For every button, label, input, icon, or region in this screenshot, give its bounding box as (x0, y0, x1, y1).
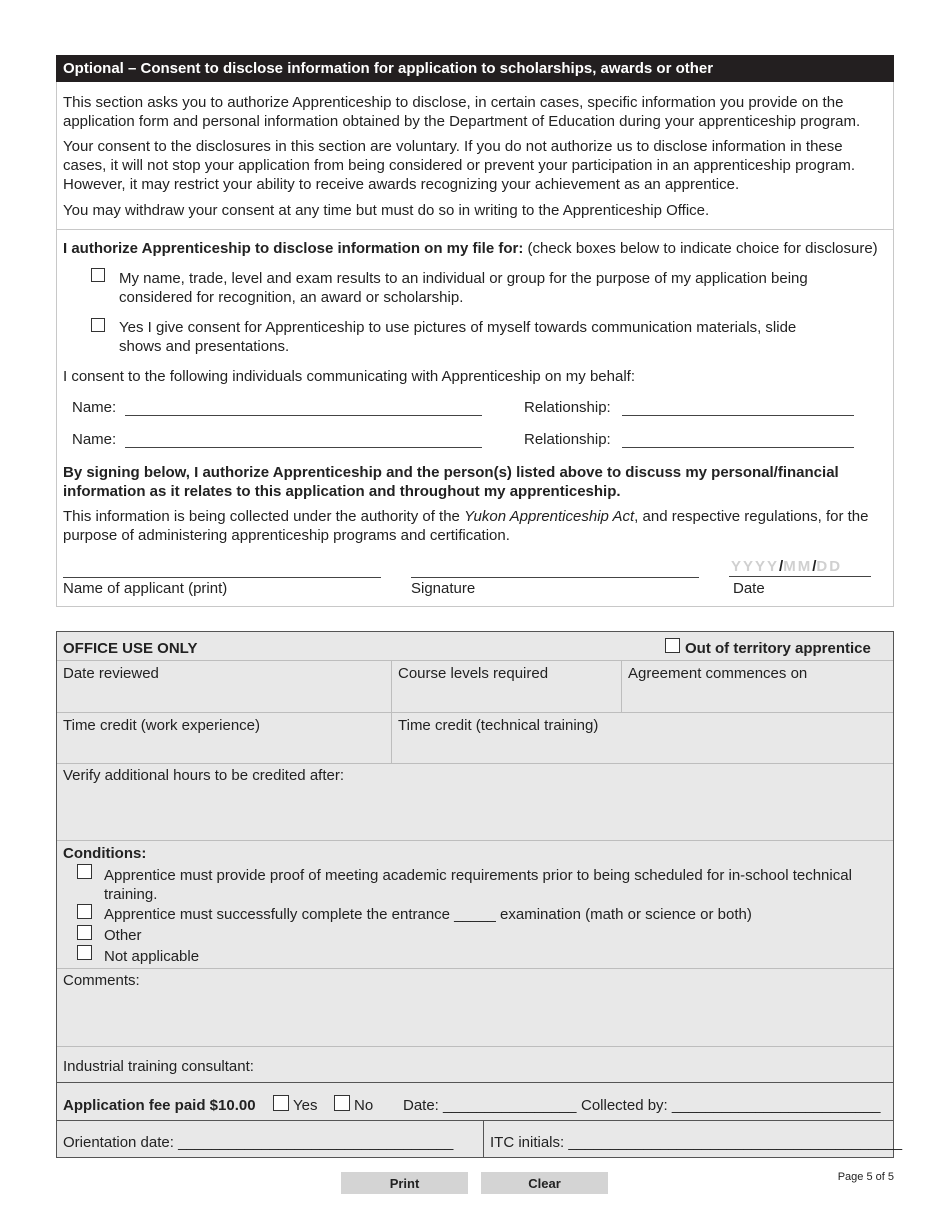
page-number: Page 5 of 5 (837, 1171, 894, 1183)
act-name: Yukon Apprenticeship Act (464, 508, 635, 525)
fee-no-label: No (354, 1097, 374, 1114)
date-label: Date (733, 580, 765, 597)
intro-paragraph-1: This section asks you to authorize Apprenticeship to disclose, in certain cases, specific information you provide on the application form and personal information obtained by the Department of Education during your apprenticeship program. (63, 94, 861, 130)
itc-initials-field[interactable]: ITC initials: ________________________________________ (490, 1134, 903, 1151)
divider (57, 968, 893, 969)
verify-hours-label: Verify additional hours to be credited after: (63, 767, 345, 784)
condition-not-applicable-checkbox[interactable] (77, 945, 92, 960)
authorize-statement (63, 239, 888, 258)
consent-awards-checkbox[interactable] (91, 268, 105, 282)
individuals-intro: I consent to the following individuals communicating with Apprenticeship on my behalf: (63, 368, 635, 385)
collected-by-field[interactable]: Collected by: _________________________ (581, 1097, 881, 1114)
relationship-label: Relationship: (524, 431, 611, 448)
date-separator: / (779, 558, 784, 575)
date-input[interactable] (729, 557, 871, 577)
applicant-name-label: Name of applicant (print) (63, 580, 228, 597)
fee-date-field[interactable]: Date: ________________ (403, 1097, 577, 1114)
signing-statement: By signing below, I authorize Apprenticeship and the person(s) listed above to discuss my personal/financial information as it relates to this application and throughout my apprenticeship. (63, 464, 839, 500)
divider (621, 660, 622, 712)
course-levels-label: Course levels required (398, 665, 549, 682)
consent-pictures-checkbox[interactable] (91, 318, 105, 332)
divider (56, 229, 894, 230)
relationship-label: Relationship: (524, 399, 611, 416)
agreement-commences-label: Agreement commences on (628, 665, 808, 682)
date-reviewed-label: Date reviewed (63, 665, 159, 682)
condition-academic-label: Apprentice must provide proof of meeting academic requirements prior to being scheduled for in-school technical training. (104, 867, 852, 903)
condition-other-label: Other (104, 927, 142, 944)
consultant-label: Industrial training consultant: (63, 1058, 254, 1075)
condition-entrance-exam-label: Apprentice must successfully complete the entrance _____ examination (math or science or both) (104, 906, 752, 923)
collection-notice-post: , and respective regulations, for the purpose of administering apprenticeship programs and certification. (63, 508, 869, 544)
time-credit-work-label: Time credit (work experience) (63, 717, 260, 734)
date-day-placeholder: DD (816, 558, 843, 575)
applicant-name-input[interactable] (63, 576, 381, 578)
divider (57, 712, 893, 713)
consent-header: Optional – Consent to disclose information for application to scholarships, awards or other (56, 55, 894, 82)
divider (57, 1120, 893, 1121)
out-of-territory-checkbox[interactable] (665, 638, 680, 653)
intro-paragraph-2: Your consent to the disclosures in this section are voluntary. If you do not authorize us to disclose information in these cases, it will not stop your application from being considered or prevent your participation in an apprenticeship program. However, it may restrict your ability to receive awards recognizing your achievement as an apprentice. (63, 138, 856, 193)
fee-no-checkbox[interactable] (334, 1095, 350, 1111)
consent-pictures-label: Yes I give consent for Apprenticeship to use pictures of myself towards communication materials, slide shows and presentations. (119, 319, 797, 355)
consent-awards-label: My name, trade, level and exam results to an individual or group for the purpose of my application being considered for recognition, an award or scholarship. (119, 270, 808, 306)
authorize-bold: I authorize Apprenticeship to disclose information on my file for: (63, 240, 524, 257)
condition-academic-checkbox[interactable] (77, 864, 92, 879)
date-year-placeholder: YYYY (731, 558, 780, 575)
condition-other-checkbox[interactable] (77, 925, 92, 940)
name-input-2[interactable] (125, 446, 482, 448)
fee-yes-checkbox[interactable] (273, 1095, 289, 1111)
divider (483, 1120, 484, 1157)
intro-paragraph-3: You may withdraw your consent at any time but must do so in writing to the Apprenticeship Office. (63, 202, 710, 219)
conditions-title: Conditions: (63, 845, 147, 862)
date-month-placeholder: MM (783, 558, 813, 575)
print-button[interactable]: Print (341, 1172, 468, 1194)
collection-notice (63, 507, 888, 545)
name-label: Name: (72, 399, 117, 416)
date-separator: / (812, 558, 817, 575)
divider (57, 660, 893, 661)
signature-label: Signature (411, 580, 476, 597)
condition-not-applicable-label: Not applicable (104, 948, 200, 965)
clear-button[interactable]: Clear (481, 1172, 608, 1194)
divider (57, 840, 893, 841)
divider (57, 1082, 893, 1083)
condition-entrance-exam-checkbox[interactable] (77, 904, 92, 919)
collection-notice-pre: This information is being collected under the authority of the (63, 508, 465, 525)
comments-label: Comments: (63, 972, 140, 989)
name-input-1[interactable] (125, 414, 482, 416)
divider (57, 1046, 893, 1047)
divider (57, 763, 893, 764)
time-credit-tech-label: Time credit (technical training) (398, 717, 599, 734)
signature-input[interactable] (411, 576, 699, 578)
relationship-input-1[interactable] (622, 414, 854, 416)
authorize-note: (check boxes below to indicate choice for disclosure) (523, 240, 878, 257)
name-label: Name: (72, 431, 117, 448)
office-title: OFFICE USE ONLY (63, 640, 198, 657)
fee-label: Application fee paid $10.00 (63, 1097, 256, 1114)
fee-yes-label: Yes (293, 1097, 318, 1114)
orientation-date-field[interactable]: Orientation date: _________________________________ (63, 1134, 454, 1151)
out-of-territory-label: Out of territory apprentice (685, 640, 871, 657)
relationship-input-2[interactable] (622, 446, 854, 448)
